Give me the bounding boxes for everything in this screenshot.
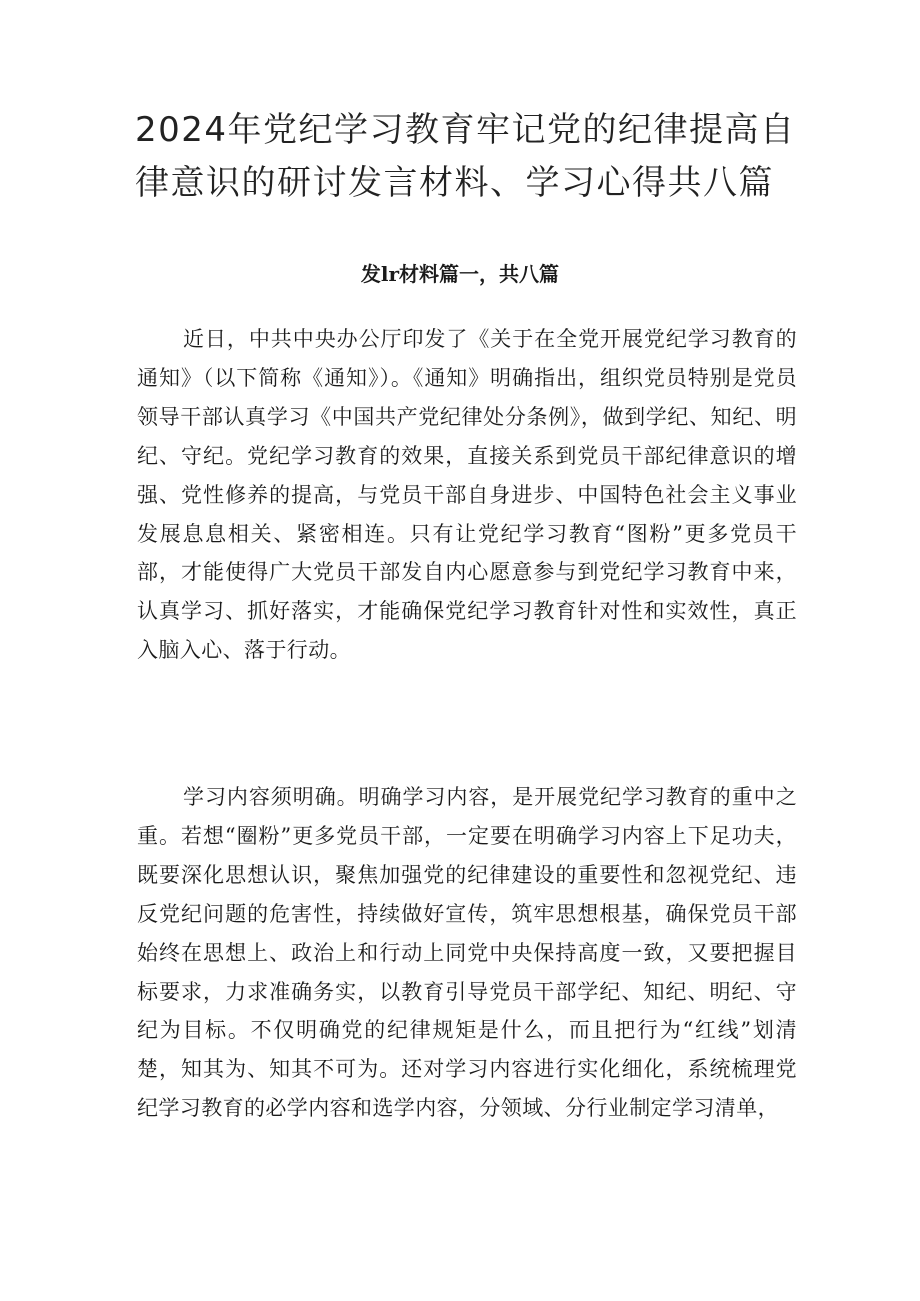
- body-paragraph: 近日，中共中央办公厅印发了《关于在全党开展党纪学习教育的通知》（以下简称《通知》）。《通知》明确指出，组织党员特别是党员领导干部认真学习《中国共产党纪律处分条例》，做到学纪、知纪、明纪、守纪。党纪学习教育的效果，直接关系到党员干部纪律意识的增强、党性修养的提高，与党员干部自身进步、中国特色社会主义事业发展息息相关、紧密相连。只有让党纪学习教育“图粉”更多党员干部，才能使得广大党员干部发自内心愿意参与到党纪学习教育中来，认真学习、抓好落实，才能确保党纪学习教育针对性和实效性，真正入脑入心、落于行动。: [137, 327, 797, 663]
- document-title: 2024年党纪学习教育牢记党的纪律提高自律意识的研讨发言材料、学习心得共八篇: [135, 110, 796, 203]
- body-paragraph: 学习内容须明确。明确学习内容，是开展党纪学习教育的重中之重。若想“圈粉”更多党员干部，一定要在明确学习内容上下足功夫，既要深化思想认识，聚焦加强党的纪律建设的重要性和忽视党纪、违反党纪问题的危害性，持续做好宣传，筑牢思想根基，确保党员干部始终在思想上、政治上和行动上同党中央保持高度一致，又要把握目标要求，力求准确务实，以教育引导党员干部学纪、知纪、明纪、守纪为目标。不仅明确党的纪律规矩是什么，而且把行为“红线”划清楚，知其为、知其不可为。还对学习内容进行实化细化，系统梳理党纪学习教育的必学内容和选学内容，分领域、分行业制定学习清单，: [137, 785, 797, 1121]
- section-heading: 发lr材料篇一，共八篇: [360, 262, 560, 286]
